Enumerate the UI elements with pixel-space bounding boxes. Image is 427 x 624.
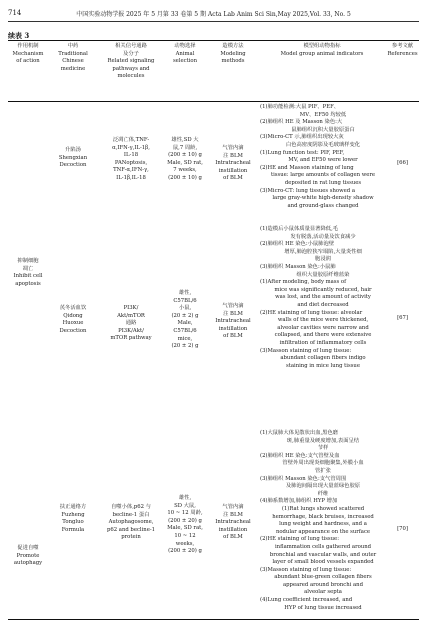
- indicator-line: (2)肺组织 HE 及 Masson 染色:大: [260, 119, 343, 126]
- col-header-medicine: 中药 Traditional Chinese medicine: [58, 43, 88, 72]
- indicator-line: 纤维: [317, 490, 329, 497]
- row2-reference: [67]: [397, 315, 408, 321]
- journal-title: 中国实验动物学报 2025 年 5 月第 33 卷第 5 期 Acta Lab Anim Sci Sin,May 2025,Vol. 33, No. 5: [76, 11, 351, 18]
- indicator-line: (3)Micro-CT: lung tissues showed a: [260, 187, 355, 194]
- table-continued-label: 续表 3: [8, 31, 30, 40]
- indicator-line: 组织大量胶原纤维蓝染: [296, 271, 350, 278]
- row1-reference: [66]: [397, 160, 408, 166]
- indicator-line: (2)HE staining of lung tissue: alveolar: [260, 309, 363, 316]
- indicator-line: (1)Rat lungs showed scattered: [281, 505, 365, 512]
- indicator-line: 胞浸润: [315, 256, 331, 263]
- indicator-line: walls of the mice were thickened,: [277, 317, 369, 324]
- row3-animal: 雄性, SD 大鼠, 10 ~ 12 周龄, (200 ± 20) g Male, SD rat, 10 ~ 12 weeks, (200 ± 20) g: [167, 495, 203, 555]
- col-header-pathways: 相关信号通路 及分子 Related signaling pathways and molecules: [107, 43, 155, 80]
- indicator-line: mice was significantly reduced, hair: [274, 286, 372, 293]
- indicator-line: and diet decreased: [297, 301, 349, 308]
- indicator-line: staining in mice lung tissue: [286, 362, 360, 369]
- indicator-line: alveolar septa: [304, 589, 342, 596]
- indicator-line: hemorrhage, black bruises, increased: [272, 513, 374, 520]
- indicator-line: HYP of lung tissue increased: [284, 604, 362, 611]
- row1-medicine: 升陷汤 Shengxian Decoction: [58, 147, 88, 169]
- row3-indicators: [260, 430, 386, 612]
- row2-pathways: PI3K/ Akt/mTOR 通路 PI3K/Akt/ mTOR pathway: [110, 305, 152, 342]
- indicator-line: alveolar cavities were narrow and: [277, 324, 369, 331]
- row3-pathways: 自噬小体,p62 与 becline-1 蛋白 Autophagosome, p62 and becline-1 protein: [106, 504, 156, 541]
- indicator-line: 节样: [317, 445, 329, 452]
- indicator-line: (3)肺组织 Masson 染色:小鼠肺: [260, 263, 336, 270]
- page-number: 714: [8, 9, 22, 17]
- indicator-line: 鼠肺组织沉积大量胶原蛋白: [291, 126, 355, 133]
- indicator-line: (2)肺组织 HE 染色:支气管壁及血: [260, 452, 340, 459]
- table-header-rule: [8, 101, 419, 102]
- indicator-line: (3)Masson staining of lung tissue:: [260, 566, 352, 573]
- row2-method: 气管内滴 注 BLM Intratracheal instillation of BLM: [215, 303, 251, 340]
- indicator-line: (1)造模后小鼠体质量显著降低,毛: [260, 226, 339, 232]
- indicator-line: 斑,肺重量及硬度增加,表面呈结: [286, 437, 360, 444]
- indicator-line: and ground-glass changed: [287, 202, 359, 209]
- row3-medicine: 扶正通络方 Fuzheng Tongluo Formula: [59, 504, 87, 533]
- table-top-rule: [8, 40, 419, 41]
- indicator-line: 发有脱落,活动量及饮食减少: [290, 233, 356, 240]
- indicator-line: 管壁外周出现炎细胞聚集,外膜小血: [282, 460, 364, 467]
- row1-pathways: 泛凋亡体,TNF- α,IFN-γ,IL-1β, IL-18 PANoptosis, TNF-α,IFN-γ, IL-1β,IL-18: [112, 137, 150, 181]
- header-rule: [8, 21, 419, 22]
- row3-reference: [70]: [397, 526, 408, 532]
- indicator-line: (2)肺组织 HE 染色:小鼠肺泡壁: [260, 241, 335, 248]
- indicator-line: (4)肺系数增加,肺组织 HYP 增加: [260, 498, 338, 505]
- indicator-line: (3)肺组织 Masson 染色:支气管周围: [260, 475, 347, 482]
- col-header-animal: 动物选择 Animal selection: [172, 43, 198, 65]
- indicator-line: (1)Lung function test: PIF, PEF,: [260, 149, 345, 156]
- row2-medicine: 芪冬活血饮 Qidong Huoxue Decoction: [59, 305, 87, 334]
- indicator-line: (3)Masson staining of lung tissue:: [260, 347, 352, 354]
- indicator-line: large gray-white high-density shadow: [272, 195, 374, 202]
- indicator-line: deposited in rat lung tissues: [284, 179, 362, 186]
- indicator-line: appeared around bronchi and: [283, 581, 363, 588]
- row2-indicators: [260, 226, 386, 370]
- mechanism-label-autophagy: 促进自噬 Promote autophagy: [13, 545, 43, 567]
- indicator-line: abundant blue-green collagen fibers: [274, 574, 372, 581]
- data-table: [8, 40, 419, 620]
- col-header-references: 参考文献 References: [387, 43, 418, 57]
- row1-indicators: [260, 104, 386, 210]
- indicator-line: MV、EF50 均较低: [299, 111, 347, 118]
- running-header: [8, 8, 419, 20]
- indicator-line: (2)HE and Masson staining of lung: [260, 164, 354, 171]
- row1-animal: 雄性,SD 大 鼠,7 周龄, (200 ± 10) g Male, SD rat, 7 weeks, (200 ± 10) g: [167, 137, 203, 181]
- col-header-mechanism: 作用机制 Mechanism of action: [12, 43, 44, 65]
- row1-method: 气管内滴 注 BLM Intratracheal instillation of BLM: [215, 145, 251, 182]
- indicator-line: (1)肺功能检测:大鼠 PIF、PEF、: [260, 104, 340, 110]
- indicator-line: 白色高密度阴影及毛玻璃样变化: [285, 141, 361, 148]
- indicator-line: nodular appearance on the surface: [275, 528, 371, 535]
- indicator-line: bronchial and vascular walls, and outer: [269, 551, 377, 558]
- indicator-line: MV, and EF50 were lower: [288, 157, 358, 164]
- row2-animal: 雄性, C57BL/6 小鼠, (20 ± 2) g Male, C57BL/6 mice, (20 ± 2) g: [171, 290, 199, 350]
- indicator-line: layer of small blood vessels expanded: [272, 559, 374, 566]
- mechanism-label-apoptosis: 抑制细胞 凋亡 Inhibit cell apoptosis: [13, 258, 43, 287]
- indicator-line: (2)HE staining of lung tissue:: [260, 536, 339, 543]
- indicator-line: abundant collagen fibers indigo: [280, 355, 366, 362]
- indicator-line: (1)After modeling, body mass of: [260, 279, 347, 286]
- col-header-indicators: 模型组动物指标 Model group animal indicators: [280, 43, 364, 57]
- indicator-line: collapsed, and there were extensive: [274, 332, 372, 339]
- row3-method: 气管内滴 注 BLM Intratracheal instillation of BLM: [215, 504, 251, 541]
- indicator-line: 管扩张: [315, 467, 331, 474]
- table-bottom-rule: [8, 619, 419, 620]
- indicator-line: inflammation cells gathered around: [274, 543, 372, 550]
- indicator-line: (4)Lung coefficient increased, and: [260, 597, 353, 604]
- indicator-line: 及肺泡间隔出现大量蓝绿色胶原: [285, 483, 361, 490]
- indicator-line: lung weight and hardness, and a: [279, 521, 367, 528]
- indicator-line: infiltration of inflammatory cells: [279, 339, 367, 346]
- col-header-method: 造模方法 Modeling methods: [220, 43, 246, 65]
- indicator-line: (1)大鼠肺大体见散状出血,黑色磨: [260, 430, 339, 436]
- indicator-line: 增厚,肺泡腔狭窄塌陷,大量炎性细: [284, 248, 362, 255]
- indicator-line: (3)Micro-CT 示,肺组织出现较大灰: [260, 134, 344, 141]
- indicator-line: tissue: large amounts of collagen were: [270, 172, 376, 179]
- indicator-line: was lost, and the amount of activity: [275, 294, 371, 301]
